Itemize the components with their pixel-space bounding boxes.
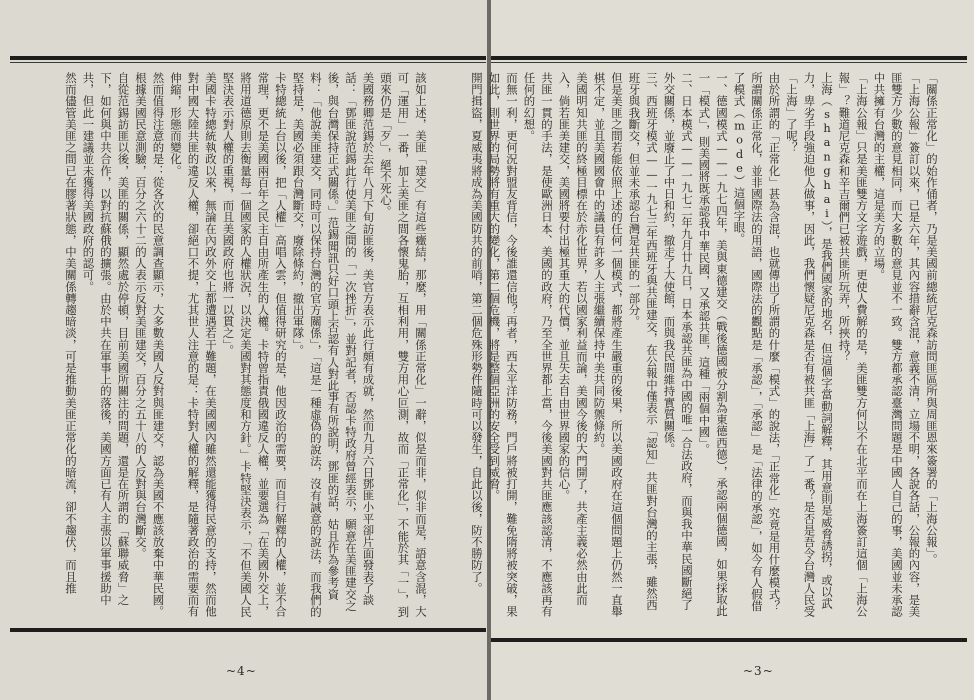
top-rule-thin xyxy=(10,62,486,63)
bottom-rule xyxy=(10,628,486,632)
top-rule xyxy=(10,56,486,60)
page-number: ~4~ xyxy=(226,664,257,678)
paragraph: 由於所謂的「正常化」甚為含混，也就傳出了所謂的什麼「模式」的說法，「正常化」究竟是用什麼模式？所謂關係正常化，並非國際法的用語，國際法的觀點是「承認」，「承認」是「法律的承認」，如今有人假借了模式（mode）這個字眼。 xyxy=(732,72,782,612)
paragraph: 開門揖盜，夏威夷將成為美國防共的前哨，第二個危殊形勢件隨時可以發生，自此以後，防不勝防了。 xyxy=(470,72,484,594)
left-page-text xyxy=(18,72,429,622)
paragraph: 美國卡特總統執政以來，無論在內政外交上都遭遇若干難題，在美國國內雖然還能獲得民意的支持，然而他對中國大陸共匪的違反人權，卻絕口不提，尤其世人注意的是：卡特對人權的解釋，是隨著政治的需要而有伸縮，形態而變化。 xyxy=(169,72,218,618)
paragraph: 「上海公報」只是美匪雙方文字遊戲，更使人費解的是，美匪雙方何以不在北平而在上海簽訂這個「上海公報」？難道尼克森和辛吉爾們已被共匪所玩弄，所挾持？ xyxy=(837,72,869,618)
paragraph: 「關係正常化」的始作俑者，乃是美國前總統尼克森訪問匪區所與周匪恩來簽署的「上海公報」。 xyxy=(925,72,939,566)
right-page xyxy=(470,0,974,700)
paragraph: 共匪一貫的手法，是使歐洲日本、美國的政府，乃至全世界都上當，今後美國對共匪應該認清，不應該再有任何的幻想。 xyxy=(522,72,554,618)
paragraph: 自從范錫訪匪以後，美匪的關係，顯然處於停頓，目前美國所關注的問題，還是在所謂的「蘇聯威脅」之下，如何與中共合作，以對抗蘇俄的擴張。由於中共在軍事上的落後，美國方面已有人主張以軍事援助中共，但此一建議並未獲得美國政府的認可。 xyxy=(81,72,131,606)
top-rule xyxy=(491,56,967,60)
paragraph: 上海（shanghai），是我們國家的地名，但這個字當動詞解釋，其用意則是威脅誘拐，或以武力，卑劣手段強迫他人做事，因此，我們懷疑尼克森是否有被共匪「上海」了一番？是否是吾令台灣人民受「上海」了呢？ xyxy=(785,72,834,618)
paragraph: 卡特總統上台以後，把「人權」高唱入雲，但值得研究的是，他因政治的需要，而自行解釋的人權，並不合常理，更不是美國兩百年之民主自由所產生的人權。卡特曾指責俄國違反人權，並要選為「在美國外交上，將用道德原則去衡量每一個國家的人權狀況，以決定美國對其態度和方針。」卡特堅決表示，「不但美國人民堅決表示對人權的重視，而且美國政府也將一以貫之」。 xyxy=(221,72,288,618)
paragraph: 「上海公報」簽訂以來，已是六年，其內容措辭含混，意義不清，立場不明，各說各話，公報的內容，是美匪雙方少數的意見相同，而大多數的意見並不一致。雙方都承認臺灣問題是中國人自己的事，美國並未承認中共擁有台灣的主權，這是美方的立場。 xyxy=(872,72,922,618)
paragraph: 該如上述，美匪「建交」有這些癥結，那麼，用「關係正常化」一辭，似是而非，似非而是，語意含混，大可「運用」一番，加上美匪之間各懷鬼胎，互相利用，雙方用心叵測，故而「正常化」，不能於其「一」，到頭來仍是「歹」，絕不死心。 xyxy=(379,72,428,618)
page-number: ~3~ xyxy=(743,664,774,678)
paragraph: 美國明知共匪的終極目標在於赤化世界，若以國家利益而論，美國今後的大門開了，共產主義必然由此而入，倘若匪美建交，美國將要付出極其重大的代價，並且失去自由世界國家的信心。 xyxy=(557,72,589,606)
paragraph: 三、西班牙模式——一九七三年西班牙與共匪建交，在公報中僅表示「認知」共匪對台灣的主張，雖然西班牙與我斷交，但並未承認台灣是共匪的一部分。 xyxy=(627,72,659,611)
right-page-text xyxy=(470,72,940,622)
paragraph: 美國務卿范錫於去年八月下旬訪匪後，美官方表示此行頗有成就，然而九月六日鄧匪小平卻片面發表了談話：「鄧匪說范錫此行使美匪之間的「一次挫折」，並對記者，否認卡特政府曾經表示，願意在美匪建交之後，與台灣保持正式關係。」范錫聞訊只好口頭上否認有人對此事有所說明，鄧匪的話，姑且作為參考資料：「他說美匪建交，同時可以保持台灣的官方關係」，「這是一種虛偽的說法，沒有誠意的說法，而我們的堅持是，美國必須跟台灣斷交，廢除條約，撤出軍隊」。 xyxy=(291,72,376,618)
top-rule-thin xyxy=(491,62,967,63)
paragraph: 二、日本模式——一九七二年九月廿九日，日本承認共匪為中國的唯一合法政府，而與我中華民國斷絕了外交關係，並廢止了中日和約，撤走了大使館，而與我民間維持實質關係。 xyxy=(662,72,694,611)
paragraph: 而無一利，更何況對盟友背信，今後誰還信他？再者，西太平洋防務，門戶將被打開，難免隋將被突破，果如此，則世界的局勢將有重大的變化，第二個危機，將是整個亞洲的安全受到威脅。 xyxy=(487,72,519,618)
paragraph: 一、德國模式——一九七四年，美與東德建交（戰後德國被分割為東德西德），承認兩個德國，如果採取此一「模式」，則美國將既承認我中華民國，又承認共匪，這種「兩個中國」。 xyxy=(697,72,729,617)
paragraph: 然而值得注意的是：從各次的民意調查顯示，大多數美國人反對與匪建交，認為美國不應該放棄中華民國。根據美國民意測驗，百分之六十二的人表示反對美匪建交，百分之五十八的人反對與台灣斷交。 xyxy=(134,72,166,618)
bottom-rule xyxy=(491,638,967,642)
paragraph: 但是美匪之間若能依照上述的任何一個模式，都將產生嚴重的後果，所以美國政府在這個問題上仍然一直舉棋不定，並且美國國會中的議員有許多人主張繼續保持中美共同防禦條約。 xyxy=(592,72,624,618)
paragraph: 然而儘管美匪之間已在膠著狀態，中美關係轉趨暗淡，可是推動美匪正常化的暗流，卻不趨伏，而且推 xyxy=(64,72,78,594)
